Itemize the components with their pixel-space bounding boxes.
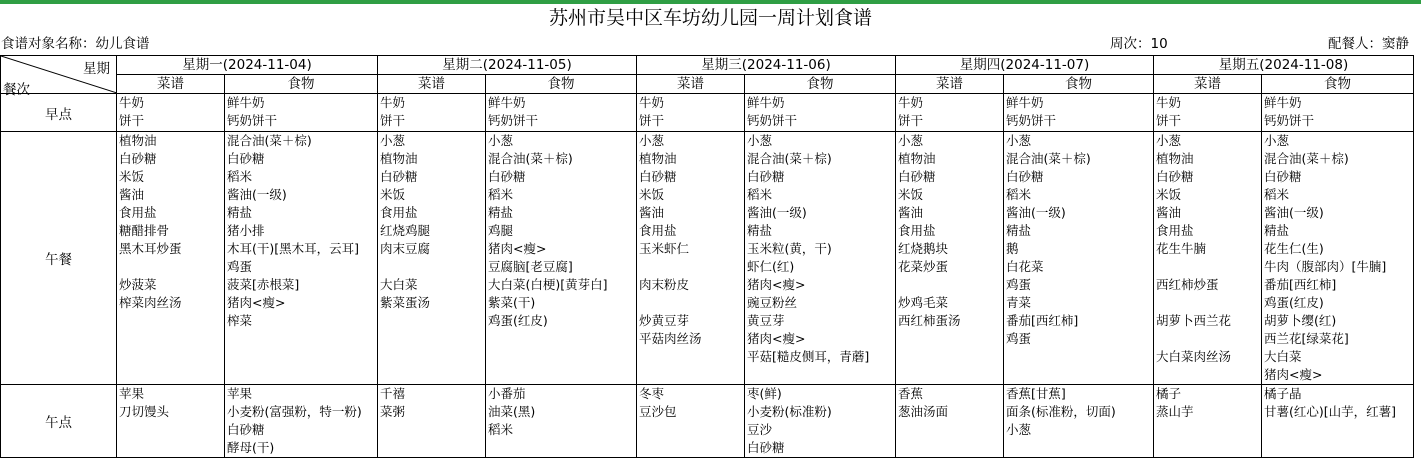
dish-item: 牛奶 bbox=[898, 95, 924, 110]
cook-name-label: 配餐人：窦静 bbox=[1328, 36, 1409, 52]
food-cell bbox=[1262, 385, 1414, 458]
food-item: 猪肉<瘦> bbox=[747, 277, 806, 292]
dish-item: 米饭 bbox=[119, 169, 145, 184]
food-item: 白砂糖 bbox=[1006, 169, 1044, 184]
food-item: 猪肉<瘦> bbox=[747, 331, 806, 346]
dish-item: 牛奶 bbox=[119, 95, 145, 110]
dish-item: 葱油汤面 bbox=[898, 404, 949, 419]
food-item: 精盐 bbox=[1006, 223, 1032, 238]
dish-item: 食用盐 bbox=[898, 223, 936, 238]
dish-header: 菜谱 bbox=[896, 75, 1004, 94]
dish-item: 酱油 bbox=[639, 205, 665, 220]
top-accent-bar bbox=[0, 0, 1421, 4]
dish-cell bbox=[117, 132, 225, 385]
food-item: 酱油(一级) bbox=[1264, 205, 1324, 220]
dish-item: 酱油 bbox=[898, 205, 924, 220]
food-item: 青菜 bbox=[1006, 295, 1032, 310]
food-item: 平菇[糙皮侧耳，青蘑] bbox=[747, 349, 870, 364]
dish-item bbox=[119, 258, 224, 276]
food-cell bbox=[486, 385, 637, 458]
food-item: 胡萝卜缨(红) bbox=[1264, 313, 1337, 328]
meal-name: 午餐 bbox=[1, 132, 117, 385]
dish-item bbox=[1156, 258, 1261, 276]
meal-row bbox=[1, 132, 1414, 385]
dish-item: 食用盐 bbox=[1156, 223, 1194, 238]
dish-cell bbox=[117, 94, 225, 132]
dish-item: 千禧 bbox=[380, 386, 406, 401]
dish-item: 花生牛腩 bbox=[1156, 241, 1207, 256]
food-item: 油菜(黑) bbox=[488, 404, 536, 419]
food-item: 白砂糖 bbox=[227, 151, 265, 166]
dish-item: 苹果 bbox=[119, 386, 145, 401]
food-item: 混合油(菜＋棕) bbox=[227, 133, 312, 148]
food-item: 牛肉（腹部肉）[牛腩] bbox=[1264, 259, 1387, 274]
dish-item: 植物油 bbox=[639, 151, 677, 166]
dish-cell bbox=[378, 132, 486, 385]
food-item: 小麦粉(富强粉，特一粉) bbox=[227, 404, 362, 419]
food-item: 稻米 bbox=[488, 422, 514, 437]
dish-item: 饼干 bbox=[1156, 113, 1182, 128]
dish-item: 饼干 bbox=[380, 113, 406, 128]
dish-item: 西红柿炒蛋 bbox=[1156, 277, 1219, 292]
dish-cell bbox=[637, 94, 745, 132]
food-item: 稻米 bbox=[227, 169, 253, 184]
food-item: 小葱 bbox=[1264, 133, 1290, 148]
food-header: 食物 bbox=[745, 75, 896, 94]
dish-item bbox=[639, 294, 744, 312]
dish-item: 食用盐 bbox=[380, 205, 418, 220]
dish-item: 酱油 bbox=[1156, 205, 1182, 220]
food-item: 鸡蛋 bbox=[227, 259, 253, 274]
meal-name: 早点 bbox=[1, 94, 117, 132]
dish-item: 食用盐 bbox=[119, 205, 157, 220]
dish-item: 植物油 bbox=[380, 151, 418, 166]
dish-item: 炒黄豆芽 bbox=[639, 313, 690, 328]
dish-item: 饼干 bbox=[639, 113, 665, 128]
food-item: 小葱 bbox=[488, 133, 514, 148]
food-item: 混合油(菜＋棕) bbox=[488, 151, 573, 166]
food-item: 鸡腿 bbox=[488, 223, 514, 238]
food-item: 香蕉[甘蕉] bbox=[1006, 386, 1066, 401]
dish-item: 植物油 bbox=[1156, 151, 1194, 166]
menu-target-label: 食谱对象名称：幼儿食谱 bbox=[1, 36, 150, 52]
food-item: 白砂糖 bbox=[747, 169, 785, 184]
food-cell bbox=[1262, 94, 1414, 132]
food-item: 稻米 bbox=[488, 187, 514, 202]
dish-item: 肉末豆腐 bbox=[380, 241, 431, 256]
dish-cell bbox=[896, 132, 1004, 385]
dish-item: 大白菜肉丝汤 bbox=[1156, 349, 1232, 364]
day-header-row bbox=[1, 56, 1414, 75]
day-header-tue: 星期二(2024-11-05) bbox=[378, 56, 637, 75]
dish-item: 食用盐 bbox=[639, 223, 677, 238]
food-cell bbox=[225, 132, 378, 385]
corner-header bbox=[1, 56, 117, 98]
food-cell bbox=[1262, 132, 1414, 385]
meal-row bbox=[1, 385, 1414, 458]
dish-header: 菜谱 bbox=[1154, 75, 1262, 94]
food-item: 面条(标准粉，切面) bbox=[1006, 404, 1116, 419]
food-item: 甘薯(红心)[山芋，红薯] bbox=[1264, 404, 1397, 419]
food-item: 混合油(菜＋棕) bbox=[1264, 151, 1349, 166]
food-item: 小葱 bbox=[747, 133, 773, 148]
dish-item bbox=[1156, 330, 1261, 348]
food-item: 紫菜(干) bbox=[488, 295, 536, 310]
food-item: 菠菜[赤根菜] bbox=[227, 277, 300, 292]
dish-header: 菜谱 bbox=[637, 75, 745, 94]
food-cell bbox=[1004, 94, 1154, 132]
dish-item: 平菇肉丝汤 bbox=[639, 331, 702, 346]
dish-item: 牛奶 bbox=[639, 95, 665, 110]
dish-item: 炒鸡毛菜 bbox=[898, 295, 949, 310]
dish-cell bbox=[896, 385, 1004, 458]
dish-cell bbox=[378, 94, 486, 132]
food-item: 小番茄 bbox=[488, 386, 526, 401]
food-item: 苹果 bbox=[227, 386, 253, 401]
food-item: 鲜牛奶 bbox=[1264, 95, 1302, 110]
food-item: 黄豆芽 bbox=[747, 313, 785, 328]
food-header: 食物 bbox=[486, 75, 637, 94]
food-item: 酱油(一级) bbox=[747, 205, 807, 220]
food-item: 鹅 bbox=[1006, 241, 1019, 256]
food-cell bbox=[486, 94, 637, 132]
food-item: 精盐 bbox=[1264, 223, 1290, 238]
day-header-mon: 星期一(2024-11-04) bbox=[117, 56, 378, 75]
dish-item: 米饭 bbox=[380, 187, 406, 202]
dish-header: 菜谱 bbox=[378, 75, 486, 94]
dish-item: 植物油 bbox=[119, 133, 157, 148]
meal-name: 午点 bbox=[1, 385, 117, 458]
food-item: 稻米 bbox=[1006, 187, 1032, 202]
menu-body bbox=[1, 94, 1414, 458]
food-item: 番茄[西红柿] bbox=[1006, 313, 1079, 328]
food-item: 白花菜 bbox=[1006, 259, 1044, 274]
dish-item: 紫菜蛋汤 bbox=[380, 295, 431, 310]
dish-item: 白砂糖 bbox=[1156, 169, 1194, 184]
dish-cell bbox=[1154, 94, 1262, 132]
dish-item: 小葱 bbox=[898, 133, 924, 148]
food-item: 小麦粉(标准粉) bbox=[747, 404, 832, 419]
food-item: 木耳(干)[黑木耳，云耳] bbox=[227, 241, 360, 256]
dish-item: 冬枣 bbox=[639, 386, 665, 401]
food-item: 猪肉<瘦> bbox=[227, 295, 286, 310]
food-item: 小葱 bbox=[1006, 422, 1032, 437]
dish-item: 菜粥 bbox=[380, 404, 406, 419]
dish-header: 菜谱 bbox=[117, 75, 225, 94]
food-cell bbox=[745, 385, 896, 458]
dish-cell bbox=[896, 94, 1004, 132]
dish-item: 牛奶 bbox=[1156, 95, 1182, 110]
dish-cell bbox=[637, 132, 745, 385]
food-item: 钙奶饼干 bbox=[488, 113, 539, 128]
food-cell bbox=[225, 385, 378, 458]
food-header: 食物 bbox=[1262, 75, 1414, 94]
dish-cell bbox=[378, 385, 486, 458]
dish-item: 小葱 bbox=[1156, 133, 1182, 148]
dish-item: 大白菜 bbox=[380, 277, 418, 292]
food-item: 鸡蛋 bbox=[1006, 277, 1032, 292]
food-item: 鲜牛奶 bbox=[747, 95, 785, 110]
corner-meal-label: 餐次 bbox=[3, 82, 30, 98]
sub-header-row bbox=[1, 75, 1414, 94]
food-cell bbox=[225, 94, 378, 132]
food-item: 大白菜(白梗)[黄芽白] bbox=[488, 277, 608, 292]
food-item: 西兰花[绿菜花] bbox=[1264, 331, 1349, 346]
dish-item: 胡萝卜西兰花 bbox=[1156, 313, 1232, 328]
dish-item: 小葱 bbox=[380, 133, 406, 148]
food-item: 豆沙 bbox=[747, 422, 773, 437]
dish-item: 香蕉 bbox=[898, 386, 924, 401]
dish-item: 饼干 bbox=[898, 113, 924, 128]
food-cell bbox=[745, 132, 896, 385]
dish-item bbox=[380, 258, 485, 276]
day-header-wed: 星期三(2024-11-06) bbox=[637, 56, 896, 75]
dish-item: 牛奶 bbox=[380, 95, 406, 110]
food-item: 猪肉<瘦> bbox=[1264, 367, 1323, 382]
food-item: 鸡蛋(红皮) bbox=[488, 313, 548, 328]
food-cell bbox=[1004, 385, 1154, 458]
dish-item: 榨菜肉丝汤 bbox=[119, 295, 182, 310]
dish-item: 米饭 bbox=[1156, 187, 1182, 202]
food-item: 鲜牛奶 bbox=[488, 95, 526, 110]
food-item: 大白菜 bbox=[1264, 349, 1302, 364]
food-item: 橘子晶 bbox=[1264, 386, 1302, 401]
day-header-fri: 星期五(2024-11-08) bbox=[1154, 56, 1414, 75]
dish-item: 小葱 bbox=[639, 133, 665, 148]
food-item: 榨菜 bbox=[227, 313, 253, 328]
dish-item: 黑木耳炒蛋 bbox=[119, 241, 182, 256]
food-item: 混合油(菜＋棕) bbox=[747, 151, 832, 166]
dish-item: 白砂糖 bbox=[380, 169, 418, 184]
food-item: 精盐 bbox=[488, 205, 514, 220]
weekly-menu-table bbox=[0, 55, 1414, 458]
week-number-label: 周次：10 bbox=[1110, 36, 1168, 52]
food-item: 白砂糖 bbox=[488, 169, 526, 184]
dish-item bbox=[898, 276, 1003, 294]
food-item: 钙奶饼干 bbox=[747, 113, 798, 128]
food-item: 虾仁(红) bbox=[747, 259, 795, 274]
corner-week-label: 星期 bbox=[83, 61, 110, 77]
dish-item: 植物油 bbox=[898, 151, 936, 166]
dish-item: 白砂糖 bbox=[898, 169, 936, 184]
dish-item: 肉末粉皮 bbox=[639, 277, 690, 292]
food-item: 鲜牛奶 bbox=[227, 95, 265, 110]
dish-item: 白砂糖 bbox=[119, 151, 157, 166]
food-item: 钙奶饼干 bbox=[1006, 113, 1057, 128]
food-item: 鸡蛋 bbox=[1006, 331, 1032, 346]
dish-item: 蒸山芋 bbox=[1156, 404, 1194, 419]
food-item: 豆腐脑[老豆腐] bbox=[488, 259, 573, 274]
food-item: 番茄[西红柿] bbox=[1264, 277, 1337, 292]
food-item: 白砂糖 bbox=[227, 422, 265, 437]
food-cell bbox=[745, 94, 896, 132]
food-item: 猪肉<瘦> bbox=[488, 241, 547, 256]
food-header: 食物 bbox=[1004, 75, 1154, 94]
page-title: 苏州市吴中区车坊幼儿园一周计划食谱 bbox=[548, 7, 872, 29]
food-item: 猪小排 bbox=[227, 223, 265, 238]
dish-item: 酱油 bbox=[119, 187, 145, 202]
dish-item: 米饭 bbox=[898, 187, 924, 202]
food-item: 白砂糖 bbox=[1264, 169, 1302, 184]
dish-cell bbox=[1154, 385, 1262, 458]
dish-item: 米饭 bbox=[639, 187, 665, 202]
day-header-thu: 星期四(2024-11-07) bbox=[896, 56, 1154, 75]
dish-cell bbox=[117, 385, 225, 458]
dish-cell bbox=[637, 385, 745, 458]
dish-item: 花菜炒蛋 bbox=[898, 259, 949, 274]
dish-cell bbox=[1154, 132, 1262, 385]
dish-item bbox=[1156, 294, 1261, 312]
dish-item: 刀切馒头 bbox=[119, 404, 170, 419]
food-item: 豌豆粉丝 bbox=[747, 295, 798, 310]
food-item: 酱油(一级) bbox=[1006, 205, 1066, 220]
dish-item: 炒菠菜 bbox=[119, 277, 157, 292]
food-cell bbox=[1004, 132, 1154, 385]
food-item: 枣(鲜) bbox=[747, 386, 782, 401]
food-cell bbox=[486, 132, 637, 385]
dish-item: 红烧鹅块 bbox=[898, 241, 949, 256]
dish-item: 玉米虾仁 bbox=[639, 241, 690, 256]
food-item: 混合油(菜＋棕) bbox=[1006, 151, 1091, 166]
food-item: 鸡蛋(红皮) bbox=[1264, 295, 1324, 310]
food-item: 酵母(干) bbox=[227, 440, 275, 455]
dish-item bbox=[639, 258, 744, 276]
food-item: 小葱 bbox=[1006, 133, 1032, 148]
food-item: 玉米粒(黄，干) bbox=[747, 241, 832, 256]
food-item: 鲜牛奶 bbox=[1006, 95, 1044, 110]
food-item: 稻米 bbox=[747, 187, 773, 202]
food-item: 精盐 bbox=[227, 205, 253, 220]
food-item: 白砂糖 bbox=[747, 440, 785, 455]
food-item: 精盐 bbox=[747, 223, 773, 238]
dish-item: 饼干 bbox=[119, 113, 145, 128]
dish-item: 西红柿蛋汤 bbox=[898, 313, 961, 328]
food-item: 花生仁(生) bbox=[1264, 241, 1324, 256]
food-header: 食物 bbox=[225, 75, 378, 94]
dish-item: 豆沙包 bbox=[639, 404, 677, 419]
food-item: 酱油(一级) bbox=[227, 187, 287, 202]
dish-item: 橘子 bbox=[1156, 386, 1182, 401]
food-item: 稻米 bbox=[1264, 187, 1290, 202]
dish-item: 糖醋排骨 bbox=[119, 223, 170, 238]
dish-item: 白砂糖 bbox=[639, 169, 677, 184]
food-item: 钙奶饼干 bbox=[1264, 113, 1315, 128]
dish-item: 红烧鸡腿 bbox=[380, 223, 431, 238]
meal-row bbox=[1, 94, 1414, 132]
food-item: 钙奶饼干 bbox=[227, 113, 278, 128]
